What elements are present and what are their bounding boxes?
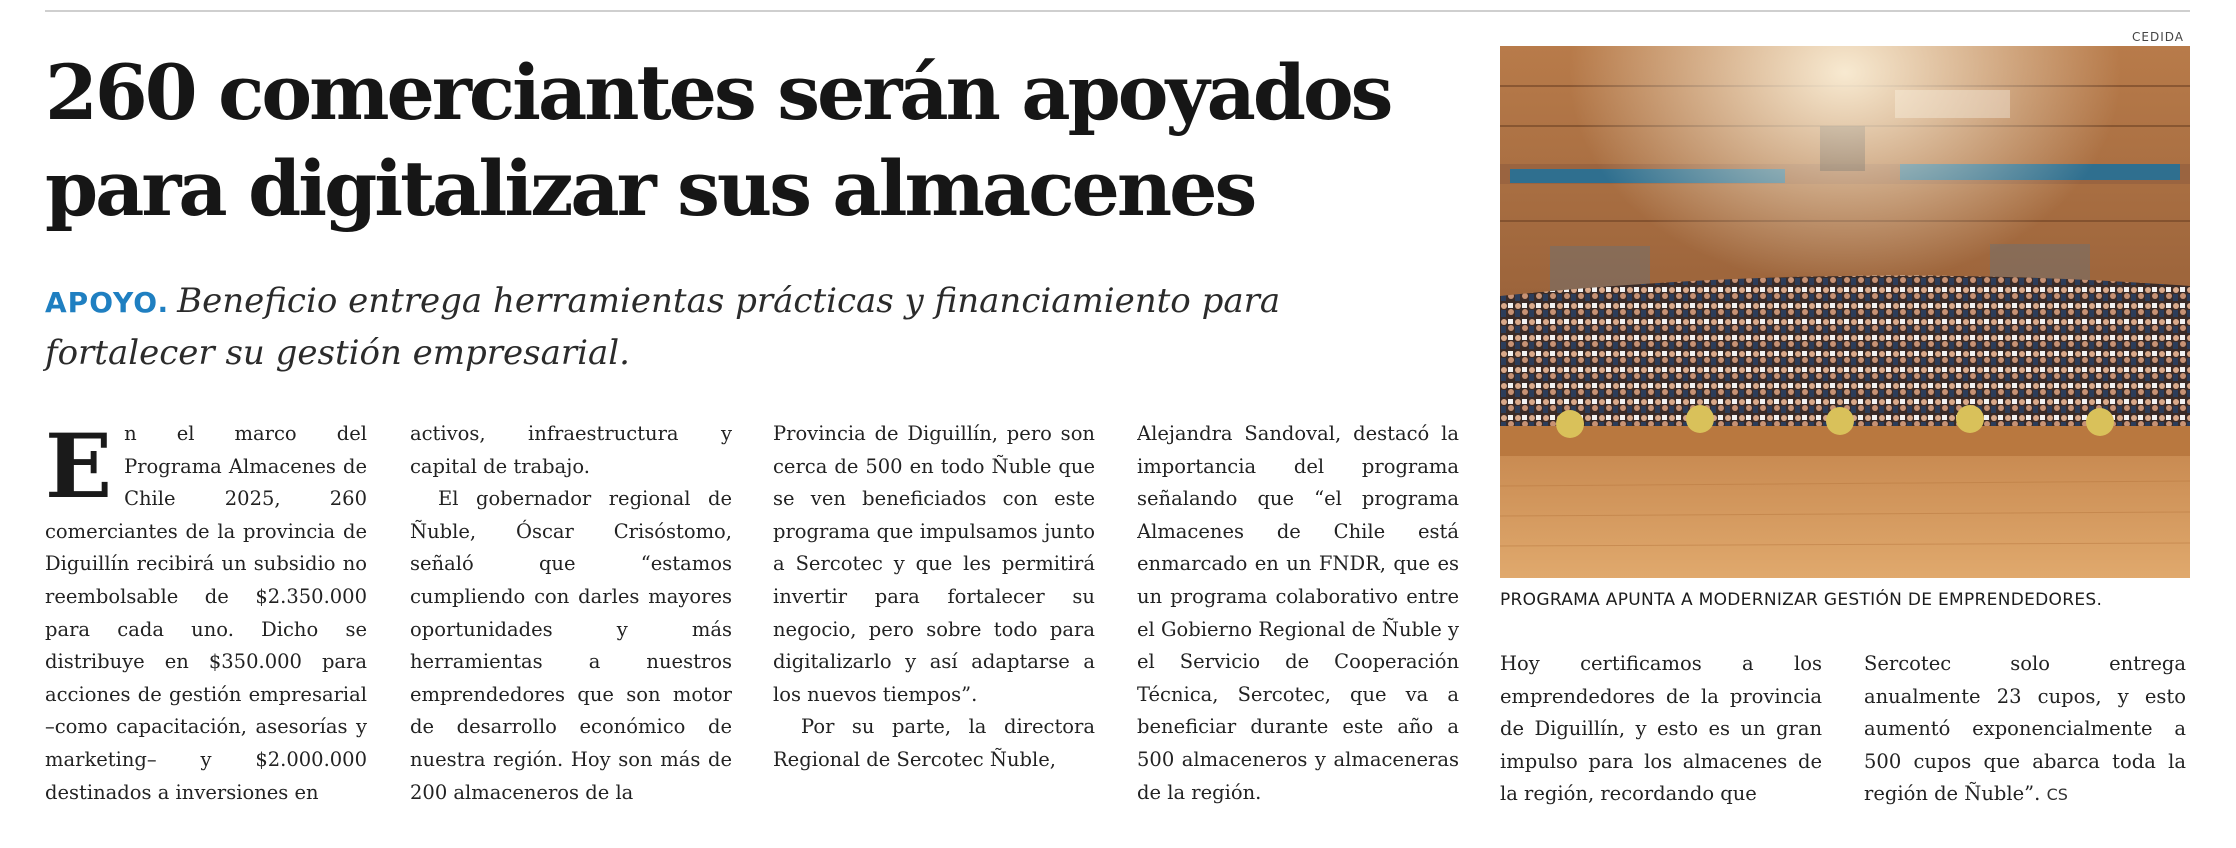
headline	[45, 45, 1485, 237]
column-text: n el marco del Programa Almacenes de Chile 2025, 260 comerciantes de la provincia de Diguillín recibirá un subsidio no reembolsable de $2.350.000 para cada uno. Dicho se distribuye en $350.000 para acciones de gestión empresarial –como capacitación, asesorías y marketing– y $2.000.000 destinados a inversiones en	[45, 422, 367, 804]
deck-lead: APOYO.	[45, 286, 170, 319]
body-column-5	[1500, 648, 1822, 843]
body-column-6	[1864, 648, 2186, 843]
photo-credit: CEDIDA	[2132, 30, 2184, 44]
body-column-4	[1137, 418, 1459, 838]
headline-line-1: 260 comerciantes serán apoyados	[45, 48, 1391, 137]
deck	[45, 276, 1445, 378]
body-column-2	[410, 418, 732, 838]
paragraph: Sercotec solo entrega anualmente 23 cupos, y esto aumentó exponencialmente a 500 cupos que abarca toda la región de Ñuble”.	[1864, 652, 2186, 806]
deck-text: Beneficio entrega herramientas prácticas y financiamiento para fortalecer su gestión empresarial.	[45, 281, 1281, 373]
photo-caption: PROGRAMA APUNTA A MODERNIZAR GESTIÓN DE EMPRENDEDORES.	[1500, 590, 2103, 610]
body-column-3	[773, 418, 1095, 838]
top-divider	[45, 10, 2190, 12]
paragraph: El gobernador regional de Ñuble, Óscar Crisóstomo, señaló que “estamos cumpliendo con darles mayores oportunidades y más herramientas a nuestros emprendedores que son motor de desarrollo económico de nuestra región. Hoy son más de 200 almaceneros de la	[410, 487, 732, 804]
paragraph: Por su parte, la directora Regional de Sercotec Ñuble,	[773, 715, 1095, 771]
end-mark: CS	[2046, 785, 2068, 805]
paragraph: Alejandra Sandoval, destacó la importancia del programa señalando que “el programa Almacenes de Chile está enmarcado en un FNDR, que es un programa colaborativo entre el Gobierno Regional de Ñuble y el Servicio de Cooperación Técnica, Sercotec, que va a beneficiar durante este año a 500 almaceneros y almaceneras de la región.	[1137, 422, 1459, 804]
paragraph: Hoy certificamos a los emprendedores de la provincia de Diguillín, y esto es un gran impulso para los almacenes de la región, recordando que	[1500, 652, 1822, 806]
headline-line-2: para digitalizar sus almacenes	[45, 144, 1255, 233]
body-column-1	[45, 418, 367, 838]
paragraph: Provincia de Diguillín, pero son cerca de 500 en todo Ñuble que se ven beneficiados con este programa que impulsamos junto a Sercotec y que les permitirá invertir para fortalecer su negocio, pero sobre todo para digitalizarlo y así adaptarse a los nuevos tiempos”.	[773, 422, 1095, 706]
paragraph: activos, infraestructura y capital de trabajo.	[410, 422, 732, 478]
event-photo	[1500, 46, 2190, 578]
drop-cap: E	[45, 418, 113, 518]
